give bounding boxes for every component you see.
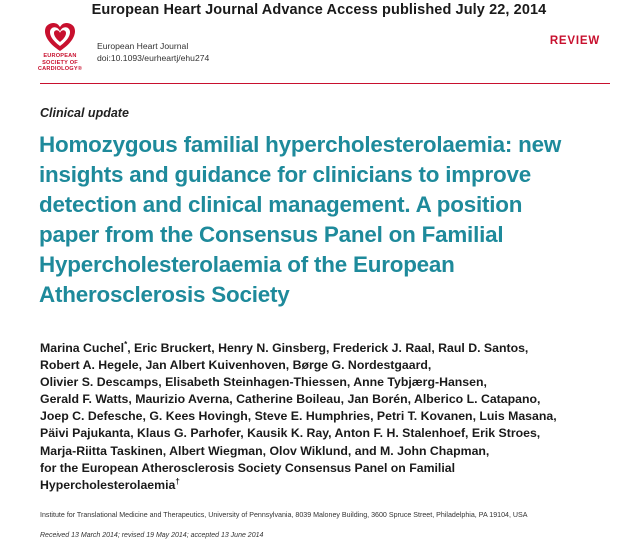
heart-logo-icon [30,20,90,54]
first-author: Marina Cuchel [40,341,125,355]
dagger-mark: † [175,476,180,486]
title-line: Atherosclerosis Society [39,282,290,307]
author-line [40,340,630,357]
title-line: Hypercholesterolaemia of the European [39,252,455,277]
logo-line: SOCIETY OF [42,59,78,66]
author-line: Olivier S. Descamps, Elisabeth Steinhagen-Thiessen, Anne Tybjærg-Hansen, [40,375,487,390]
corresponding-author-mark: * [124,339,128,349]
author-line: Joep C. Defesche, G. Kees Hovingh, Steve E. Humphries, Petri T. Kovanen, Luis Masana, [40,409,557,424]
article-title [39,130,624,310]
author-line [40,477,630,494]
title-line: detection and clinical management. A position [39,192,523,217]
logo-wordmark [30,53,90,73]
affiliation: Institute for Translational Medicine and Therapeutics, University of Pennsylvania, 8039 Maloney Building, 3600 Spruce Street, Philadelphia, PA 19104, USA [40,511,528,519]
article-type-label: REVIEW [549,35,600,47]
author-line-rest: , Eric Bruckert, Henry N. Ginsberg, Frederick J. Raal, Raul D. Santos, [127,341,529,355]
consensus-panel-name: Hypercholesterolaemia [40,477,176,492]
journal-doi: doi:10.1093/eurheartj/ehu274 [97,53,210,63]
title-line: Homozygous familial hypercholesterolaemia: new [39,132,562,157]
journal-banner: European Heart Journal Advance Access published July 22, 2014 [91,2,547,18]
title-line: paper from the Consensus Panel on Familial [39,222,504,247]
author-list [40,340,630,494]
author-line: Robert A. Hegele, Jan Albert Kuivenhoven, Børge G. Nordestgaard, [40,358,432,373]
author-line: Päivi Pajukanta, Klaus G. Parhofer, Kausik K. Ray, Anton F. H. Stalenhoef, Erik Stroes, [40,426,541,441]
author-line: Gerald F. Watts, Maurizio Averna, Catherine Boileau, Jan Borén, Alberico L. Catapano, [40,392,541,407]
journal-info [97,40,209,64]
title-line: insights and guidance for clinicians to improve [39,162,531,187]
section-label: Clinical update [40,106,129,120]
logo-line: CARDIOLOGY® [37,66,83,73]
journal-name: European Heart Journal [97,41,189,51]
received-dates: Received 13 March 2014; revised 19 May 2014; accepted 13 June 2014 [40,532,264,539]
author-line: Marja-Riitta Taskinen, Albert Wiegman, Olov Wiklund, and M. John Chapman, [40,443,490,458]
header-divider [40,83,610,84]
author-line: for the European Atherosclerosis Society Consensus Panel on Familial [40,460,456,475]
logo-line: EUROPEAN [43,53,77,59]
esc-logo [30,20,90,90]
